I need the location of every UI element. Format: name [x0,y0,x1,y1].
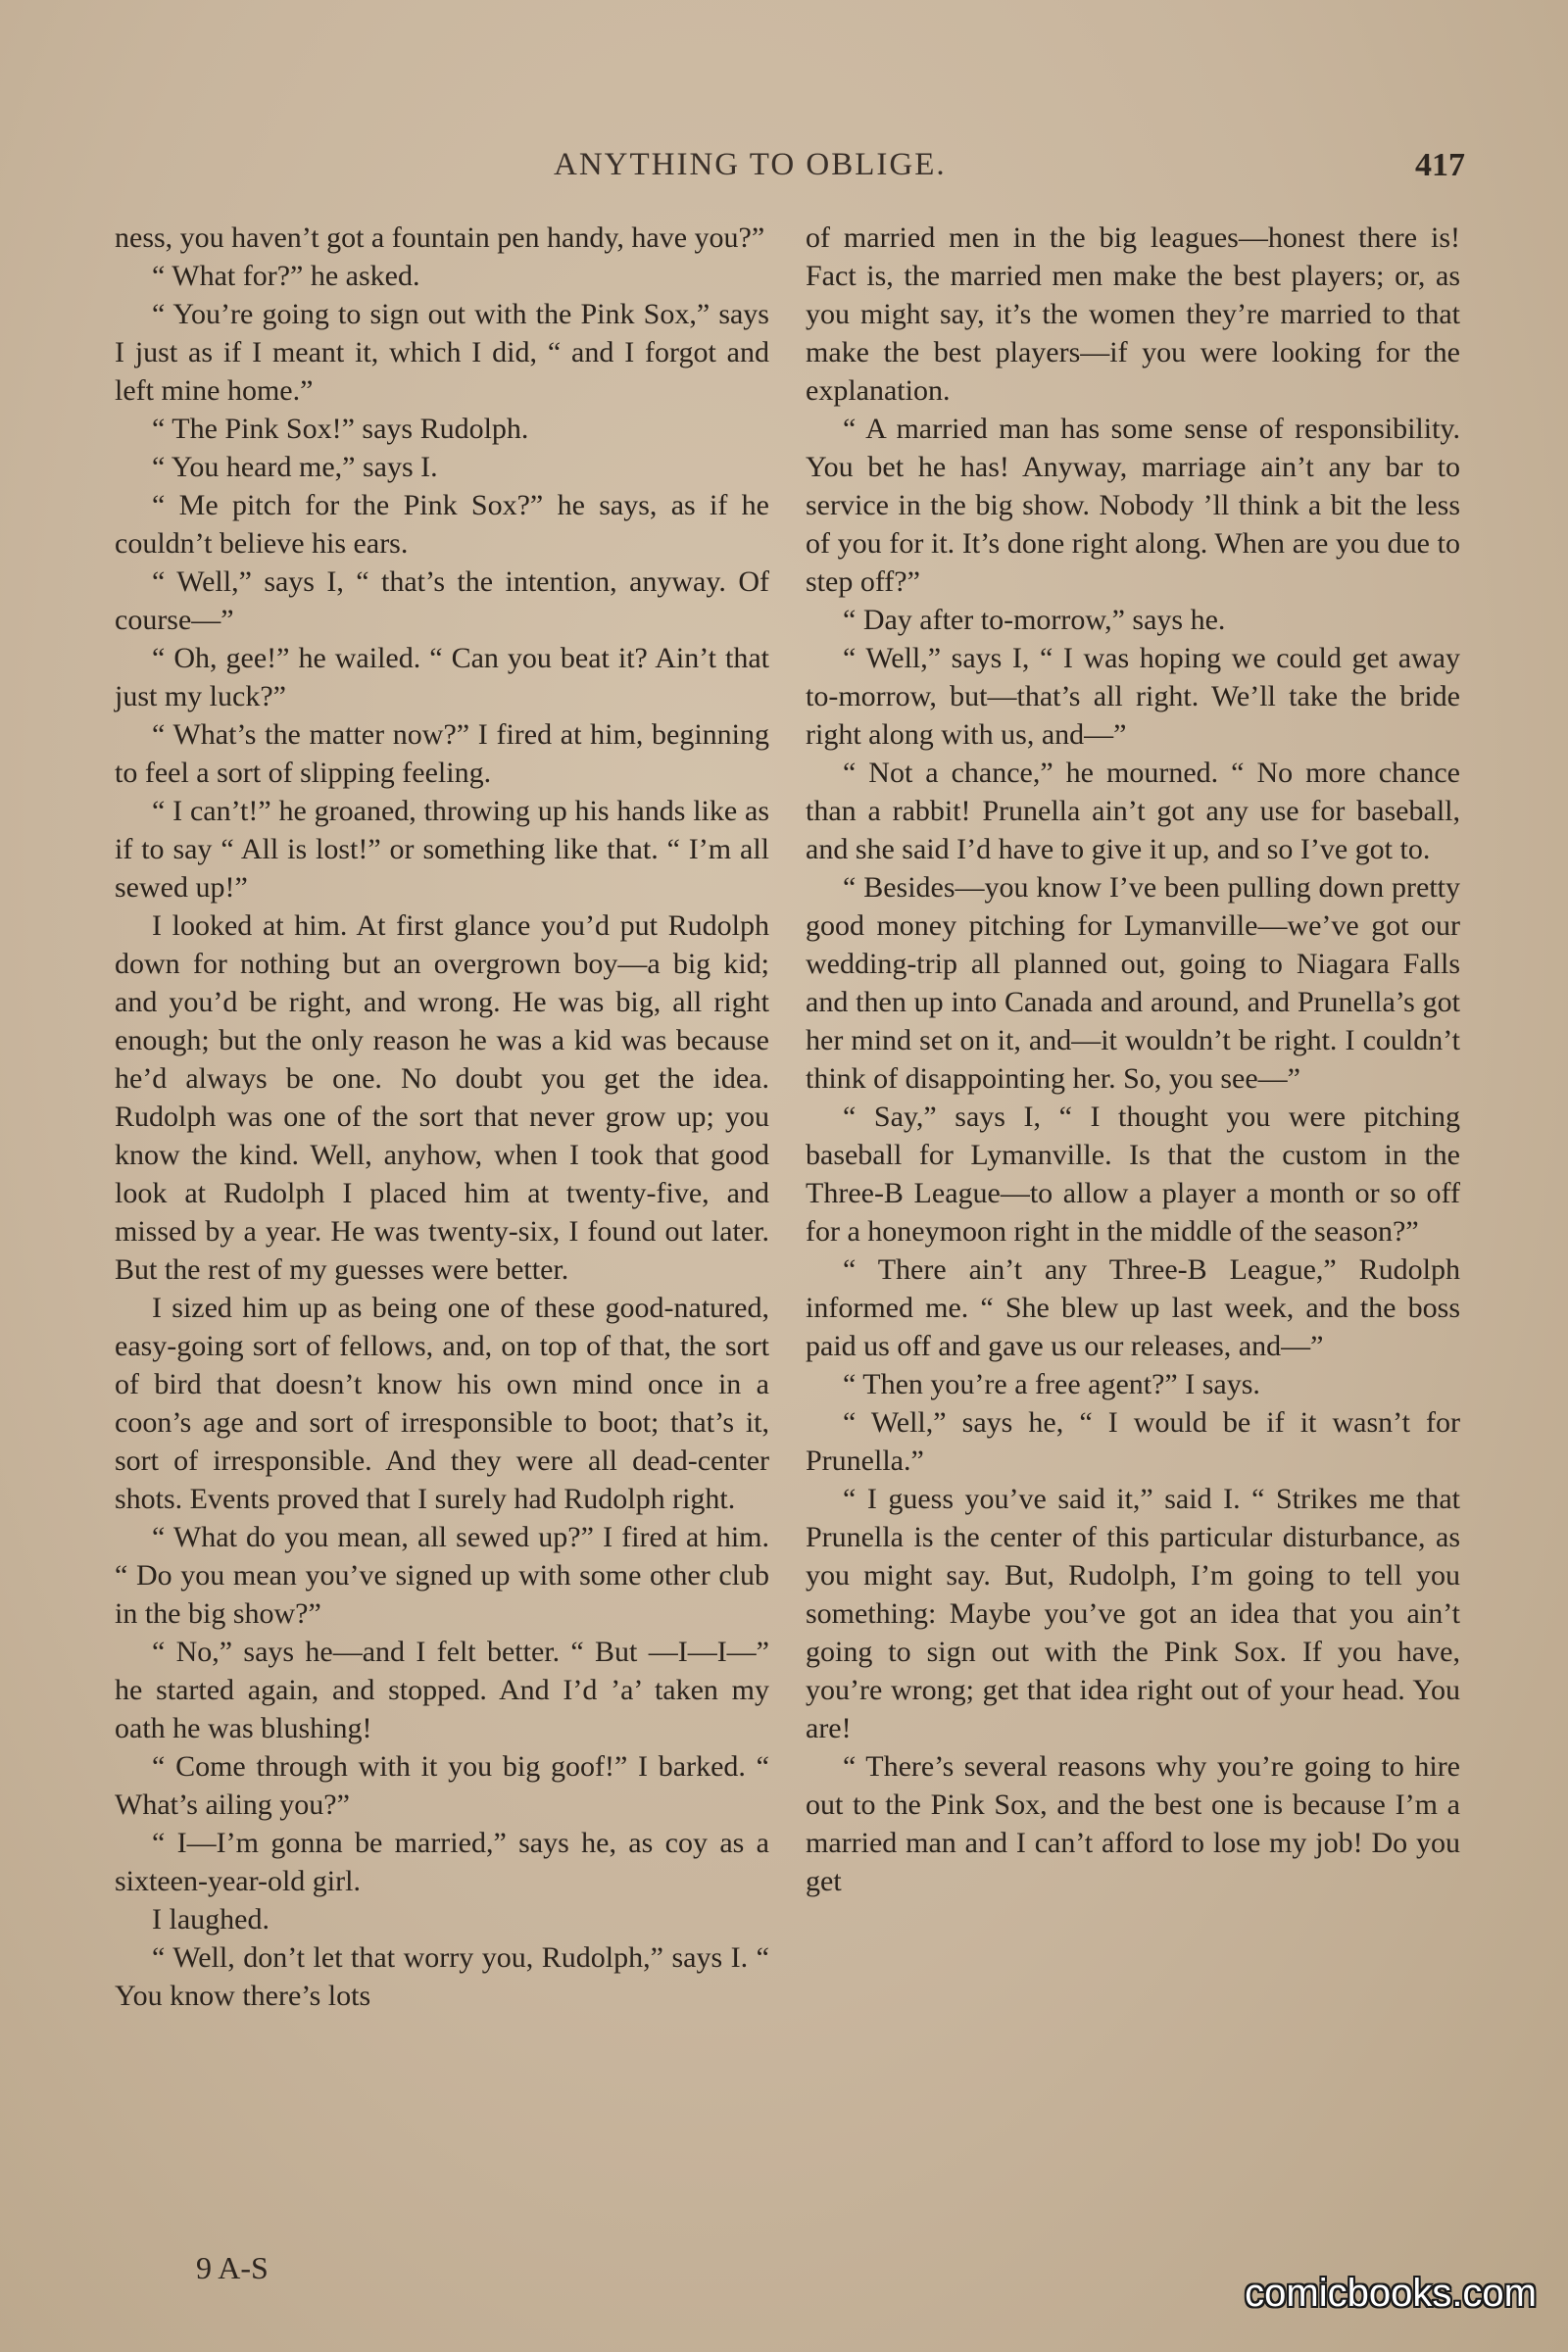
paragraph: “ Come through with it you big goof!” I barked. “ What’s ailing you?” [115,1750,769,1821]
paragraph: “ Not a chance,” he mourned. “ No more chance than a rabbit! Prunella ain’t got any use for baseball, and she said I’d have to give it up, and so I’ve got to. [806,757,1460,865]
paragraph: I laughed. [152,1903,270,1936]
paragraph: “ What for?” he asked. [152,260,420,292]
right-column [806,219,1460,1900]
paragraph: “ You heard me,” says I. [152,451,438,483]
paragraph: I sized him up as being one of these good-natured, easy-going sort of fellows, and, on top of that, the sort of bird that doesn’t know his own mind once in a coon’s age and sort of irresponsible to boot; that’s it, sort of irresponsible. And they were all dead-center shots. Events proved that I surely had Rudolph right. [115,1292,769,1515]
paragraph: I looked at him. At first glance you’d put Rudolph down for nothing but an overgrown boy—a big kid; and you’d be right, and wrong. He was big, all right enough; but the only reason he was a kid was because he’d always be one. No doubt you get the idea. Rudolph was one of the sort that never grow up; you know the kind. Well, anyhow, when I took that good look at Rudolph I placed him at twenty-five, and missed by a year. He was twenty-six, I found out later. But the rest of my guesses were better. [115,909,769,1286]
paragraph: “ Day after to-morrow,” says he. [843,604,1226,636]
paragraph: “ I—I’m gonna be married,” says he, as coy as a sixteen-year-old girl. [115,1827,769,1897]
paragraph: of married men in the big leagues—honest there is! Fact is, the married men make the best players; or, as you might say, it’s the women they’re married to that make the best players—if you were looking for the explanation. [806,221,1460,407]
paragraph: “ Well, don’t let that worry you, Rudolph,” says I. “ You know there’s lots [115,1941,769,2012]
paragraph: “ I can’t!” he groaned, throwing up his hands like as if to say “ All is lost!” or something like that. “ I’m all sewed up!” [115,795,769,904]
paragraph: “ Well,” says he, “ I would be if it wasn’t for Prunella.” [806,1406,1460,1477]
paragraph: “ Oh, gee!” he wailed. “ Can you beat it? Ain’t that just my luck?” [115,642,769,712]
paragraph: “ A married man has some sense of responsibility. You bet he has! Anyway, marriage ain’t any bar to service in the big show. Nobody ’ll think a bit the less of you for it. It’s done right along. When are you due to step off?” [806,413,1460,598]
running-title: ANYTHING TO OBLIGE. [554,147,947,182]
paragraph: ness, you haven’t got a fountain pen handy, have you?” [115,221,765,254]
paragraph: “ Well,” says I, “ I was hoping we could get away to-morrow, but—that’s all right. We’ll take the bride right along with us, and—” [806,642,1460,751]
paragraph: “ Me pitch for the Pink Sox?” he says, as if he couldn’t believe his ears. [115,489,769,560]
paragraph: “ What’s the matter now?” I fired at him, beginning to feel a sort of slipping feeling. [115,718,769,789]
page-header [554,147,1465,186]
left-column [115,219,769,2015]
paragraph: “ Say,” says I, “ I thought you were pitching baseball for Lymanville. Is that the custom in the Three-B League—to allow a player a month or so off for a honeymoon right in the middle of the season?” [806,1101,1460,1248]
signature-mark: 9 A-S [196,2250,269,2285]
paragraph: “ I guess you’ve said it,” said I. “ Strikes me that Prunella is the center of this particular disturbance, as you might say. But, Rudolph, I’m going to tell you something: Maybe you’ve got an idea that you ain’t going to sign out with the Pink Sox. If you have, you’re wrong; get that idea right out of your head. You are! [806,1483,1460,1744]
paragraph: “ You’re going to sign out with the Pink Sox,” says I just as if I meant it, which I did, “ and I forgot and left mine home.” [115,298,769,407]
paragraph: “ Well,” says I, “ that’s the intention, anyway. Of course—” [115,565,769,636]
paragraph: “ Then you’re a free agent?” I says. [843,1368,1260,1400]
paragraph: “ What do you mean, all sewed up?” I fired at him. “ Do you mean you’ve signed up with some other club in the big show?” [115,1521,769,1630]
paragraph: “ No,” says he—and I felt better. “ But —I—I—” he started again, and stopped. And I’d ’a’ taken my oath he was blushing! [115,1636,769,1744]
paragraph: “ The Pink Sox!” says Rudolph. [152,413,529,445]
paragraph: “ Besides—you know I’ve been pulling down pretty good money pitching for Lymanville—we’ve got our wedding-trip all planned out, going to Niagara Falls and then up into Canada and around, and Prunella’s got her mind set on it, and—it wouldn’t be right. I couldn’t think of disappointing her. So, you see—” [806,871,1460,1095]
paragraph: “ There ain’t any Three-B League,” Rudolph informed me. “ She blew up last week, and the boss paid us off and gave us our releases, and—” [806,1253,1460,1362]
paragraph: “ There’s several reasons why you’re going to hire out to the Pink Sox, and the best one is because I’m a married man and I can’t afford to lose my job! Do you get [806,1750,1460,1897]
page-number: 417 [1415,147,1465,183]
watermark: comicbooks.com [1245,2272,1537,2315]
